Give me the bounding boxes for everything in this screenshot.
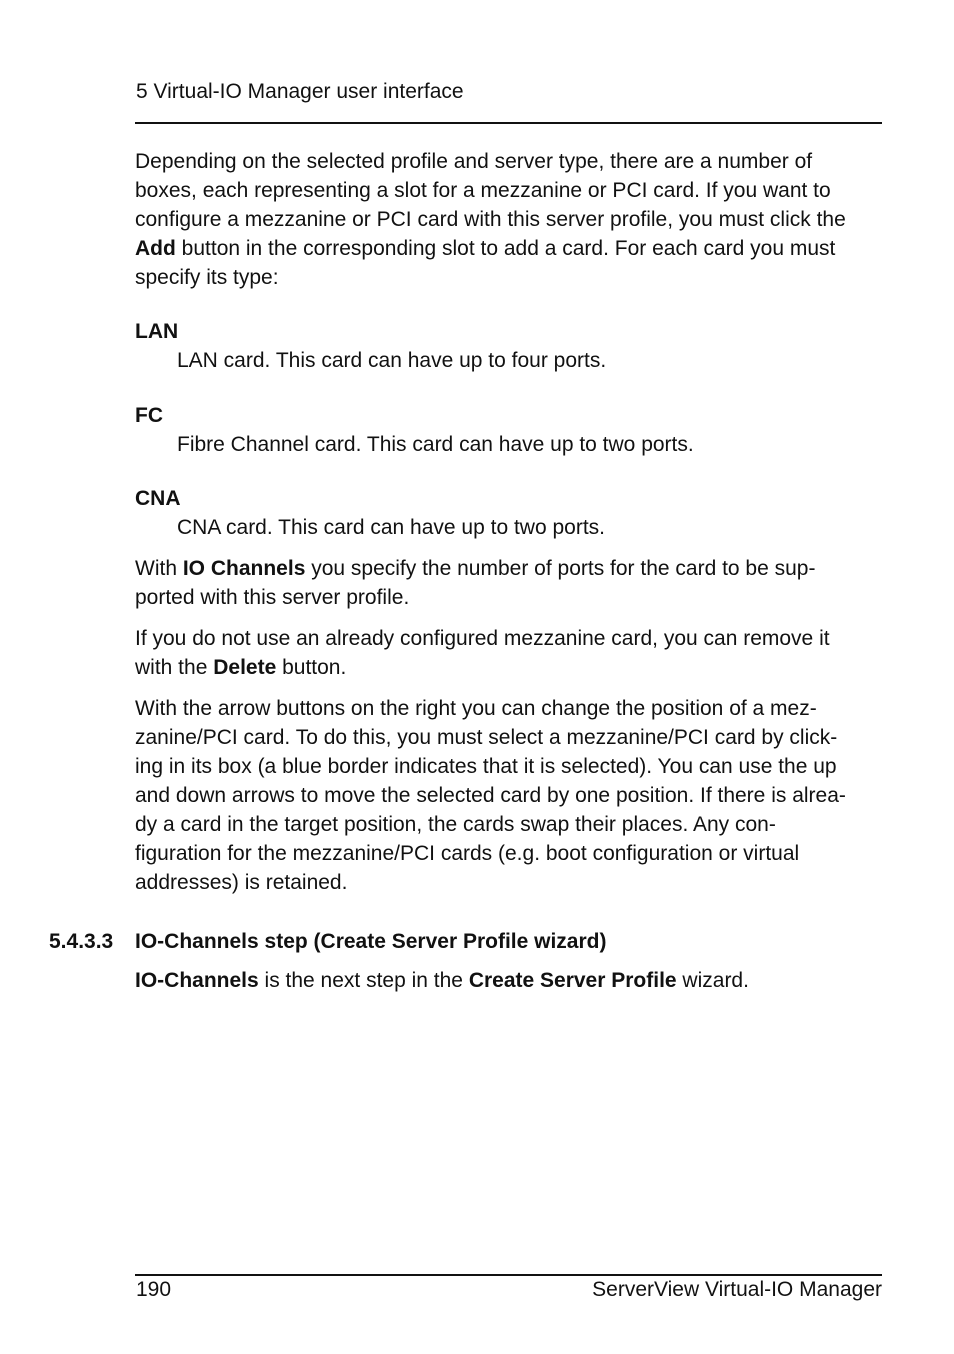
section-body <box>135 966 885 995</box>
card-type-definition: CNA card. This card can have up to two ports. <box>177 516 605 539</box>
wizard-name: Create Server Profile <box>468 969 677 992</box>
paragraph-text: is the next step in the <box>258 969 469 992</box>
delete-button-name: Delete <box>213 656 277 679</box>
paragraph-line: and down arrows to move the selected card by one position. If there is alrea- <box>135 784 846 807</box>
paragraph-text: With <box>135 557 183 580</box>
intro-line: configure a mezzanine or PCI card with this server profile, you must click the <box>135 208 846 231</box>
paragraph-line: ing in its box (a blue border indicates that it is selected). You can use the up <box>135 755 837 778</box>
card-type-term: FC <box>135 404 163 427</box>
paragraph-line <box>135 966 885 995</box>
card-type-definition: LAN card. This card can have up to four ports. <box>177 349 607 372</box>
delete-paragraph <box>135 624 885 682</box>
section-number: 5.4.3.3 <box>49 930 114 953</box>
add-button-name: Add <box>135 237 176 260</box>
section-title: IO-Channels step (Create Server Profile wizard) <box>135 930 607 953</box>
paragraph-text: with the <box>135 656 214 679</box>
intro-line: specify its type: <box>135 266 279 289</box>
card-type-term: LAN <box>135 320 179 343</box>
paragraph-line: With the arrow buttons on the right you can change the position of a mez- <box>135 697 817 720</box>
io-channels-paragraph <box>135 554 885 612</box>
paragraph-line: dy a card in the target position, the cards swap their places. Any con- <box>135 813 776 836</box>
card-type-term: CNA <box>135 487 181 510</box>
paragraph-line: If you do not use an already configured mezzanine card, you can remove it <box>135 627 830 650</box>
intro-line-text: button in the corresponding slot to add a card. For each card you must <box>175 237 836 260</box>
document-title: ServerView Virtual-IO Manager <box>592 1278 882 1301</box>
paragraph-line: zanine/PCI card. To do this, you must select a mezzanine/PCI card by click- <box>135 726 838 749</box>
page-number: 190 <box>136 1278 172 1301</box>
intro-line: Depending on the selected profile and server type, there are a number of <box>135 150 813 173</box>
paragraph-line <box>135 554 885 583</box>
paragraph-line: addresses) is retained. <box>135 871 348 894</box>
card-type-definition: Fibre Channel card. This card can have up to two ports. <box>177 433 694 456</box>
paragraph-line <box>135 653 885 682</box>
arrow-buttons-paragraph <box>135 694 885 897</box>
paragraph-line: ported with this server profile. <box>135 586 410 609</box>
paragraph-text: you specify the number of ports for the card to be sup- <box>305 557 816 580</box>
header-rule <box>135 122 882 124</box>
intro-line <box>135 234 885 263</box>
paragraph-line: figuration for the mezzanine/PCI cards (e.g. boot configuration or virtual <box>135 842 800 865</box>
io-channels-step-name: IO-Channels <box>135 969 259 992</box>
io-channels-term: IO Channels <box>182 557 306 580</box>
intro-paragraph <box>135 147 885 292</box>
paragraph-text: wizard. <box>676 969 749 992</box>
intro-line: boxes, each representing a slot for a mezzanine or PCI card. If you want to <box>135 179 831 202</box>
paragraph-text: button. <box>276 656 347 679</box>
running-header: 5 Virtual-IO Manager user interface <box>136 80 464 103</box>
